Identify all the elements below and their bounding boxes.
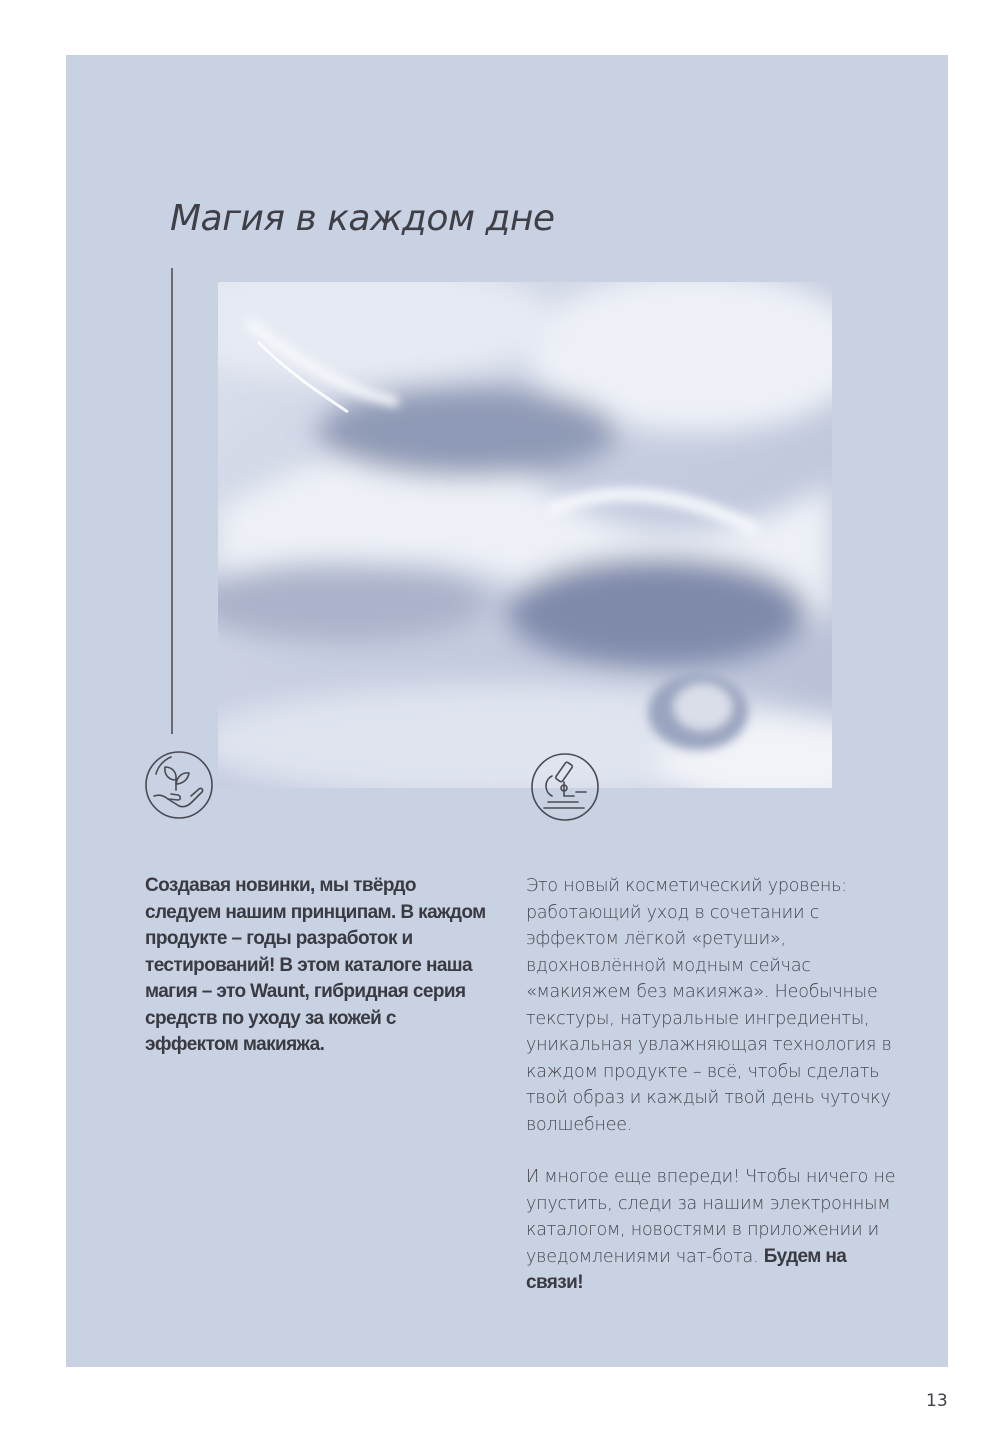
leaf-in-hand-icon: [144, 750, 214, 820]
description-paragraph-2-text: И многое еще впереди! Чтобы ничего не упустить, следи за нашим электронным каталогом, новостями в приложении и уведомлениями чат-бота.: [526, 1167, 896, 1267]
page-number: 13: [926, 1391, 948, 1411]
cream-texture-photo: [218, 282, 832, 788]
microscope-icon: [530, 752, 600, 822]
description-paragraph-2: [526, 1164, 896, 1297]
page-title: Магия в каждом дне: [170, 198, 555, 239]
vertical-divider: [171, 268, 173, 734]
description-paragraph-1: Это новый косметический уровень: работающий уход в сочетании с эффектом лёгкой «ретуши», вдохновлённой модным сейчас «макияжем без макияжа». Необычные текстуры, натуральные ингредиенты, уникальная увлажняющая технология в каждом продукте – всё, чтобы сделать твой образ и каждый твой день чуточку волшебнее.: [526, 876, 892, 1135]
description-text: [526, 873, 896, 1323]
stay-in-touch-emphasis: Будем на связи!: [526, 1245, 847, 1293]
intro-text: Создавая новинки, мы твёрдо следуем нашим принципам. В каждом продукте – годы разработок и тестирований! В этом каталоге наша магия – это Waunt, гибридная серия средств по уходу за кожей с эффектом макияжа.: [145, 875, 486, 1055]
